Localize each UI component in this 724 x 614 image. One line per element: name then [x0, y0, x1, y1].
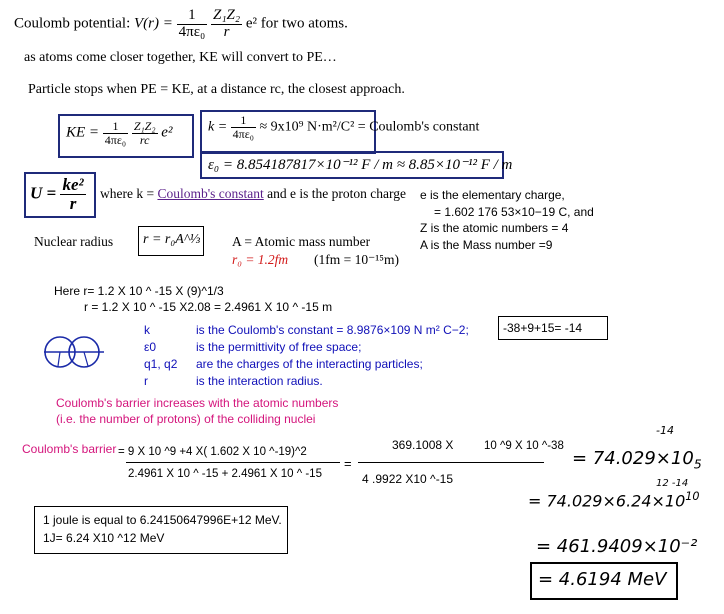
u-lhs: U =	[30, 183, 57, 203]
hand-result-2	[528, 490, 700, 510]
barrier-fraction-bar	[126, 462, 340, 463]
exponent-sum: -38+9+15= -14	[503, 321, 583, 335]
hand-result-3: = 461.9409×10⁻²	[536, 536, 698, 557]
hand-exp-1: -14	[656, 424, 674, 437]
nucleus-sketch-icon	[40, 328, 110, 376]
joule-conversion-box	[34, 506, 288, 554]
coulomb-potential-label: Coulomb potential:	[14, 15, 131, 32]
fm-definition: (1fm = 10⁻¹⁵m)	[314, 252, 399, 267]
exponent-sum-box	[498, 316, 608, 340]
calc-radius-2: r = 1.2 X 10 ^ -15 X2.08 = 2.4961 X 10 ^ -15 m	[84, 300, 333, 314]
def-text: is the interaction radius.	[196, 374, 323, 388]
def-sym: r	[144, 374, 148, 388]
frac-den: 4πε₀	[232, 126, 254, 141]
def-sym: q1, q2	[144, 357, 178, 371]
hand-result-1	[572, 448, 702, 472]
barrier-note-2: (i.e. the number of protons) of the colliding nuclei	[56, 412, 316, 426]
closest-approach-line: Particle stops when PE = KE, at a distance rc, the closest approach.	[28, 82, 405, 97]
r0-value: r₀ = 1.2fm	[232, 252, 289, 267]
hand-exp-2: 12 -14	[656, 478, 689, 489]
frac-num: Z₁Z₂	[133, 119, 156, 133]
def-a: A is the Mass number =9	[420, 237, 553, 252]
barrier-numerator-2b: 10 ^9 X 10 ^-38	[484, 440, 564, 452]
frac-num: 1	[103, 120, 128, 134]
frac-den: rc	[139, 132, 150, 147]
k-formula	[208, 114, 479, 140]
def-z: Z is the atomic numbers = 4	[420, 221, 569, 235]
hand-text: = 74.029×6.24×10	[528, 491, 686, 511]
final-answer: = 4.6194 MeV	[538, 569, 667, 590]
def-sym: ε0	[144, 340, 157, 354]
coulomb-potential-line	[14, 8, 348, 41]
u-formula-box	[24, 172, 96, 218]
ke-frac-2	[132, 120, 158, 146]
ke-frac-1	[103, 120, 128, 146]
potential-tail: e² for two atoms.	[245, 15, 348, 32]
ke-formula	[66, 120, 172, 146]
frac-num: 1	[177, 8, 208, 25]
def-row-eps	[144, 339, 469, 356]
hand-text: = 74.029×10	[572, 448, 694, 469]
permittivity-box	[200, 151, 513, 179]
nuclear-radius-formula: r = r₀A^⅓	[143, 232, 201, 247]
atomic-mass-number: A = Atomic mass number	[232, 234, 371, 249]
joule-conversion-2: 1J= 6.24 X10 ^12 MeV	[43, 531, 165, 545]
def-text: is the Coulomb's constant = 8.9876×109 N m² C−2;	[196, 323, 469, 337]
frac-num: 1	[231, 114, 256, 128]
barrier-denominator-2: 4 .9922 X10 ^-15	[362, 472, 454, 486]
potential-lhs: V(r) =	[134, 15, 173, 32]
def-sym: k	[144, 323, 150, 337]
joule-conversion-1: 1 joule is equal to 6.24150647996E+12 MeV.	[43, 513, 282, 527]
def-row-r	[144, 373, 469, 390]
frac-num: Z₁Z₂	[212, 7, 241, 23]
barrier-note-1: Coulomb's barrier increases with the atomic numbers	[56, 396, 339, 410]
def-text: is the permittivity of free space;	[196, 340, 362, 354]
where-post: and e is the proton charge	[267, 186, 406, 201]
barrier-equals: =	[344, 456, 352, 471]
k-lhs: k =	[208, 119, 228, 135]
nuclear-radius-box	[138, 226, 204, 256]
def-text: are the charges of the interacting particles;	[196, 357, 423, 371]
def-row-q	[144, 356, 469, 373]
def-row-k	[144, 322, 469, 339]
u-formula	[30, 176, 86, 213]
u-frac	[60, 176, 85, 213]
barrier-denominator: 2.4961 X 10 ^ -15 + 2.4961 X 10 ^ -15	[128, 468, 322, 480]
nuclear-radius-label: Nuclear radius	[34, 234, 114, 249]
elementary-defs	[420, 187, 594, 253]
constant-definitions	[144, 322, 469, 390]
ke-lhs: KE =	[66, 124, 100, 141]
fraction-1-over-4pi-eps	[177, 8, 208, 41]
hand-sub: 5	[693, 456, 702, 472]
frac-num: ke²	[62, 175, 84, 194]
barrier-fraction-bar-2	[358, 462, 544, 463]
barrier-numerator-2a: 369.1008 X	[392, 438, 454, 452]
calc-radius-1: Here r= 1.2 X 10 ^ -15 X (9)^1/3	[54, 284, 224, 298]
final-answer-box	[530, 562, 678, 600]
coulomb-barrier-label: Coulomb's barrier	[22, 442, 117, 456]
frac-den: r	[223, 23, 230, 40]
def-e: e is the elementary charge,	[420, 188, 565, 202]
barrier-numerator: = 9 X 10 ^9 +4 X( 1.602 X 10 ^-19)^2	[118, 446, 307, 458]
frac-den: 4πε₀	[104, 132, 127, 147]
fraction-z1z2-over-r	[211, 8, 242, 41]
permittivity-value: ε₀ = 8.854187817×10⁻¹² F / m ≈ 8.85×10⁻¹² F / m	[208, 157, 513, 173]
hand-sup: 10	[685, 490, 700, 503]
where-k-line	[100, 186, 406, 202]
ke-to-pe-line: as atoms come closer together, KE will convert to PE…	[24, 50, 337, 65]
where-pre: where k =	[100, 186, 155, 201]
coulombs-constant-link[interactable]: Coulomb's constant	[157, 186, 264, 201]
ke-tail: e²	[161, 124, 173, 141]
k-frac	[231, 114, 256, 140]
frac-den: r	[69, 193, 77, 213]
def-e-value: = 1.602 176 53×10−19 C, and	[434, 204, 594, 219]
frac-den: 4πε₀	[178, 23, 206, 40]
ke-formula-box	[58, 114, 194, 158]
k-rest: ≈ 9x10⁹ N·m²/C² = Coulomb's constant	[259, 119, 480, 135]
